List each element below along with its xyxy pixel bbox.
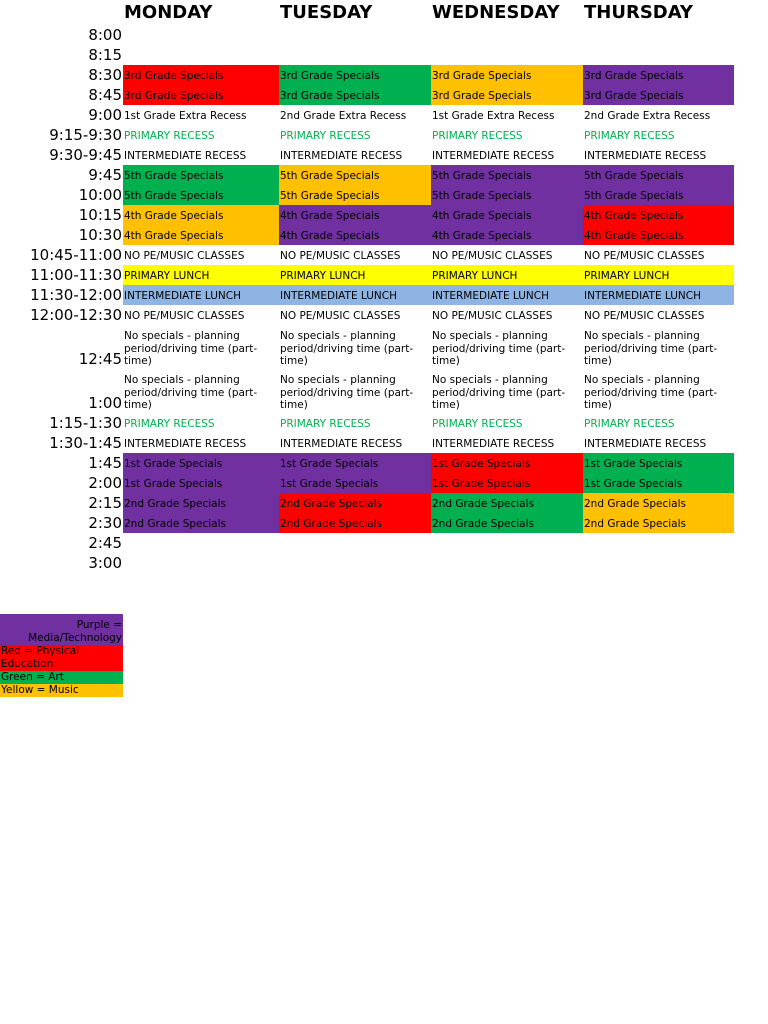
- cell-text: INTERMEDIATE RECESS: [280, 438, 403, 450]
- cell-text: INTERMEDIATE RECESS: [432, 150, 555, 162]
- schedule-row: [0, 65, 768, 85]
- cell-text: 4th Grade Specials: [432, 230, 532, 242]
- cell-text: 1st Grade Specials: [280, 478, 379, 490]
- schedule-cell: [123, 265, 279, 285]
- schedule-cell: [123, 553, 279, 573]
- cell-text: 3rd Grade Specials: [584, 90, 684, 102]
- schedule-cell: [279, 145, 431, 165]
- cell-text: 4th Grade Specials: [280, 210, 380, 222]
- schedule-grid: [0, 25, 768, 573]
- cell-text: PRIMARY RECESS: [280, 130, 371, 142]
- schedule-cell: [123, 65, 279, 85]
- time-label: 1:00: [88, 394, 122, 412]
- cell-text: 4th Grade Specials: [584, 230, 684, 242]
- cell-text: 5th Grade Specials: [124, 190, 224, 202]
- schedule-cell: [583, 205, 734, 225]
- cell-text: INTERMEDIATE LUNCH: [584, 290, 702, 302]
- schedule-cell: [279, 413, 431, 433]
- schedule-row: [0, 225, 768, 245]
- cell-text: 2nd Grade Extra Recess: [584, 110, 711, 122]
- schedule-cell: [431, 453, 583, 473]
- cell-text: 1st Grade Specials: [280, 458, 379, 470]
- cell-text: 1st Grade Extra Recess: [124, 110, 247, 122]
- cell-text: 1st Grade Specials: [584, 458, 683, 470]
- schedule-cell: [431, 205, 583, 225]
- cell-text: No specials - planning period/driving time (part-time): [280, 330, 414, 367]
- cell-text: PRIMARY RECESS: [432, 418, 523, 430]
- cell-text: PRIMARY RECESS: [584, 418, 675, 430]
- schedule-row: [0, 433, 768, 453]
- cell-text: NO PE/MUSIC CLASSES: [280, 250, 401, 262]
- legend-item: Purple = Media/Technology: [0, 614, 123, 645]
- cell-text: 5th Grade Specials: [280, 190, 380, 202]
- schedule-cell: [431, 145, 583, 165]
- time-label: 3:00: [88, 554, 122, 572]
- schedule-row: [0, 369, 768, 413]
- cell-text: 4th Grade Specials: [124, 230, 224, 242]
- cell-text: 3rd Grade Specials: [280, 70, 380, 82]
- schedule-row: [0, 45, 768, 65]
- time-label: 8:15: [88, 46, 122, 64]
- cell-text: 2nd Grade Extra Recess: [280, 110, 407, 122]
- schedule-cell: [583, 245, 734, 265]
- time-label: 12:45: [78, 350, 122, 368]
- cell-text: INTERMEDIATE LUNCH: [432, 290, 550, 302]
- schedule-cell: [123, 305, 279, 325]
- schedule-cell: [431, 413, 583, 433]
- schedule-cell: [431, 65, 583, 85]
- schedule-cell: [583, 45, 734, 65]
- schedule-row: [0, 245, 768, 265]
- time-label: 10:45-11:00: [30, 246, 122, 264]
- schedule-cell: [583, 413, 734, 433]
- day-header-tuesday: TUESDAY: [280, 2, 373, 23]
- schedule-cell: [279, 493, 431, 513]
- schedule-cell: [123, 125, 279, 145]
- cell-text: 5th Grade Specials: [432, 170, 532, 182]
- schedule-cell: [431, 325, 583, 369]
- schedule-cell: [279, 513, 431, 533]
- schedule-cell: [431, 433, 583, 453]
- schedule-cell: [583, 305, 734, 325]
- legend-item: Red = Physical Education: [0, 645, 123, 671]
- schedule-row: [0, 185, 768, 205]
- cell-text: 2nd Grade Specials: [432, 518, 534, 530]
- schedule-cell: [431, 553, 583, 573]
- schedule-cell: [123, 105, 279, 125]
- schedule-row: [0, 513, 768, 533]
- cell-text: NO PE/MUSIC CLASSES: [584, 310, 705, 322]
- time-label: 2:45: [88, 534, 122, 552]
- time-label: 2:30: [88, 514, 122, 532]
- cell-text: 1st Grade Specials: [124, 458, 223, 470]
- schedule-cell: [583, 65, 734, 85]
- cell-text: 1st Grade Specials: [432, 458, 531, 470]
- schedule-cell: [279, 205, 431, 225]
- time-label: 9:45: [88, 166, 122, 184]
- day-header-monday: MONDAY: [124, 2, 213, 23]
- schedule-row: [0, 533, 768, 553]
- schedule-cell: [123, 225, 279, 245]
- cell-text: INTERMEDIATE RECESS: [124, 150, 247, 162]
- schedule-cell: [583, 453, 734, 473]
- schedule-cell: [123, 285, 279, 305]
- schedule-cell: [431, 305, 583, 325]
- schedule-cell: [583, 225, 734, 245]
- cell-text: 2nd Grade Specials: [124, 498, 226, 510]
- schedule-cell: [431, 369, 583, 413]
- schedule-cell: [123, 453, 279, 473]
- schedule-cell: [279, 25, 431, 45]
- schedule-cell: [583, 145, 734, 165]
- schedule-cell: [123, 493, 279, 513]
- schedule-cell: [583, 285, 734, 305]
- schedule-cell: [123, 413, 279, 433]
- time-label: 9:30-9:45: [49, 146, 122, 164]
- schedule-cell: [279, 185, 431, 205]
- schedule-cell: [279, 453, 431, 473]
- schedule-cell: [583, 125, 734, 145]
- schedule-cell: [279, 553, 431, 573]
- schedule-cell: [123, 325, 279, 369]
- schedule-cell: [583, 473, 734, 493]
- cell-text: NO PE/MUSIC CLASSES: [124, 250, 245, 262]
- cell-text: 3rd Grade Specials: [432, 90, 532, 102]
- cell-text: PRIMARY RECESS: [124, 418, 215, 430]
- time-label: 10:00: [78, 186, 122, 204]
- cell-text: 4th Grade Specials: [432, 210, 532, 222]
- legend-item: Green = Art: [0, 671, 123, 684]
- color-legend: [0, 614, 123, 697]
- schedule-cell: [279, 325, 431, 369]
- schedule-cell: [279, 165, 431, 185]
- time-label: 10:30: [78, 226, 122, 244]
- cell-text: PRIMARY LUNCH: [280, 270, 366, 282]
- schedule-cell: [431, 265, 583, 285]
- cell-text: PRIMARY RECESS: [584, 130, 675, 142]
- schedule-cell: [431, 225, 583, 245]
- schedule-row: [0, 305, 768, 325]
- schedule-cell: [431, 185, 583, 205]
- schedule-cell: [279, 45, 431, 65]
- cell-text: 5th Grade Specials: [280, 170, 380, 182]
- schedule-cell: [431, 105, 583, 125]
- schedule-cell: [583, 25, 734, 45]
- schedule-cell: [279, 225, 431, 245]
- cell-text: INTERMEDIATE LUNCH: [280, 290, 398, 302]
- time-label: 12:00-12:30: [30, 306, 122, 324]
- cell-text: 1st Grade Specials: [432, 478, 531, 490]
- cell-text: 5th Grade Specials: [124, 170, 224, 182]
- cell-text: 1st Grade Specials: [584, 478, 683, 490]
- schedule-row: [0, 85, 768, 105]
- cell-text: 2nd Grade Specials: [584, 518, 686, 530]
- schedule-cell: [431, 85, 583, 105]
- schedule-cell: [279, 65, 431, 85]
- time-label: 9:15-9:30: [49, 126, 122, 144]
- schedule-cell: [123, 513, 279, 533]
- day-header-wednesday: WEDNESDAY: [432, 2, 560, 23]
- cell-text: No specials - planning period/driving time (part-time): [584, 374, 718, 411]
- schedule-cell: [583, 433, 734, 453]
- schedule-cell: [583, 513, 734, 533]
- cell-text: NO PE/MUSIC CLASSES: [584, 250, 705, 262]
- schedule-row: [0, 165, 768, 185]
- schedule-cell: [431, 245, 583, 265]
- cell-text: No specials - planning period/driving time (part-time): [280, 374, 414, 411]
- schedule-cell: [431, 165, 583, 185]
- cell-text: No specials - planning period/driving time (part-time): [584, 330, 718, 367]
- schedule-cell: [123, 145, 279, 165]
- schedule-row: [0, 453, 768, 473]
- schedule-row: [0, 493, 768, 513]
- time-label: 11:30-12:00: [30, 286, 122, 304]
- schedule-row: [0, 125, 768, 145]
- cell-text: No specials - planning period/driving time (part-time): [124, 374, 258, 411]
- schedule-row: [0, 285, 768, 305]
- cell-text: 1st Grade Specials: [124, 478, 223, 490]
- schedule-cell: [583, 493, 734, 513]
- schedule-cell: [123, 185, 279, 205]
- time-label: 1:45: [88, 454, 122, 472]
- schedule-cell: [279, 245, 431, 265]
- cell-text: 5th Grade Specials: [432, 190, 532, 202]
- time-label: 8:00: [88, 26, 122, 44]
- schedule-cell: [279, 369, 431, 413]
- cell-text: 5th Grade Specials: [584, 170, 684, 182]
- time-label: 8:45: [88, 86, 122, 104]
- cell-text: 3rd Grade Specials: [124, 90, 224, 102]
- cell-text: NO PE/MUSIC CLASSES: [124, 310, 245, 322]
- schedule-cell: [431, 125, 583, 145]
- schedule-row: [0, 553, 768, 573]
- schedule-cell: [431, 45, 583, 65]
- cell-text: INTERMEDIATE RECESS: [124, 438, 247, 450]
- cell-text: PRIMARY LUNCH: [124, 270, 210, 282]
- schedule-row: [0, 105, 768, 125]
- cell-text: No specials - planning period/driving time (part-time): [124, 330, 258, 367]
- cell-text: INTERMEDIATE LUNCH: [124, 290, 242, 302]
- day-header-thursday: THURSDAY: [584, 2, 693, 23]
- cell-text: 4th Grade Specials: [584, 210, 684, 222]
- schedule-cell: [123, 165, 279, 185]
- schedule-cell: [583, 553, 734, 573]
- schedule-row: [0, 145, 768, 165]
- schedule-cell: [279, 305, 431, 325]
- schedule-cell: [279, 473, 431, 493]
- schedule-row: [0, 265, 768, 285]
- cell-text: 2nd Grade Specials: [280, 518, 382, 530]
- cell-text: NO PE/MUSIC CLASSES: [432, 310, 553, 322]
- time-label: 10:15: [78, 206, 122, 224]
- cell-text: 4th Grade Specials: [124, 210, 224, 222]
- cell-text: INTERMEDIATE RECESS: [280, 150, 403, 162]
- schedule-cell: [279, 285, 431, 305]
- cell-text: 2nd Grade Specials: [124, 518, 226, 530]
- cell-text: 2nd Grade Specials: [432, 498, 534, 510]
- schedule-cell: [123, 85, 279, 105]
- schedule-cell: [279, 125, 431, 145]
- cell-text: PRIMARY LUNCH: [432, 270, 518, 282]
- schedule-cell: [583, 85, 734, 105]
- schedule-cell: [583, 533, 734, 553]
- cell-text: 3rd Grade Specials: [584, 70, 684, 82]
- cell-text: INTERMEDIATE RECESS: [584, 150, 707, 162]
- schedule-cell: [123, 473, 279, 493]
- schedule-cell: [583, 369, 734, 413]
- time-label: 11:00-11:30: [30, 266, 122, 284]
- schedule-cell: [123, 369, 279, 413]
- cell-text: 3rd Grade Specials: [432, 70, 532, 82]
- schedule-cell: [123, 433, 279, 453]
- cell-text: INTERMEDIATE RECESS: [432, 438, 555, 450]
- schedule-row: [0, 325, 768, 369]
- schedule-cell: [431, 285, 583, 305]
- schedule-cell: [123, 25, 279, 45]
- schedule-cell: [583, 105, 734, 125]
- schedule-cell: [431, 493, 583, 513]
- cell-text: 4th Grade Specials: [280, 230, 380, 242]
- schedule-cell: [583, 325, 734, 369]
- schedule-cell: [123, 45, 279, 65]
- schedule-cell: [431, 473, 583, 493]
- schedule-cell: [583, 265, 734, 285]
- schedule-cell: [431, 533, 583, 553]
- time-label: 2:15: [88, 494, 122, 512]
- schedule-cell: [583, 165, 734, 185]
- cell-text: PRIMARY RECESS: [124, 130, 215, 142]
- time-label: 8:30: [88, 66, 122, 84]
- schedule-row: [0, 25, 768, 45]
- schedule-cell: [431, 513, 583, 533]
- schedule-cell: [123, 245, 279, 265]
- cell-text: 3rd Grade Specials: [280, 90, 380, 102]
- cell-text: PRIMARY RECESS: [280, 418, 371, 430]
- cell-text: PRIMARY RECESS: [432, 130, 523, 142]
- schedule-cell: [279, 433, 431, 453]
- schedule-cell: [279, 533, 431, 553]
- schedule-cell: [279, 265, 431, 285]
- schedule-row: [0, 473, 768, 493]
- cell-text: INTERMEDIATE RECESS: [584, 438, 707, 450]
- legend-item: Yellow = Music: [0, 684, 123, 697]
- schedule-cell: [431, 25, 583, 45]
- schedule-row: [0, 413, 768, 433]
- cell-text: PRIMARY LUNCH: [584, 270, 670, 282]
- cell-text: 3rd Grade Specials: [124, 70, 224, 82]
- schedule-cell: [279, 85, 431, 105]
- cell-text: No specials - planning period/driving time (part-time): [432, 374, 566, 411]
- cell-text: 2nd Grade Specials: [280, 498, 382, 510]
- cell-text: NO PE/MUSIC CLASSES: [432, 250, 553, 262]
- schedule-cell: [583, 185, 734, 205]
- schedule-cell: [123, 533, 279, 553]
- schedule-cell: [279, 105, 431, 125]
- cell-text: NO PE/MUSIC CLASSES: [280, 310, 401, 322]
- cell-text: 5th Grade Specials: [584, 190, 684, 202]
- schedule-row: [0, 205, 768, 225]
- time-label: 9:00: [88, 106, 122, 124]
- time-label: 1:15-1:30: [49, 414, 122, 432]
- cell-text: No specials - planning period/driving time (part-time): [432, 330, 566, 367]
- cell-text: 2nd Grade Specials: [584, 498, 686, 510]
- cell-text: 1st Grade Extra Recess: [432, 110, 555, 122]
- time-label: 1:30-1:45: [49, 434, 122, 452]
- time-label: 2:00: [88, 474, 122, 492]
- schedule-cell: [123, 205, 279, 225]
